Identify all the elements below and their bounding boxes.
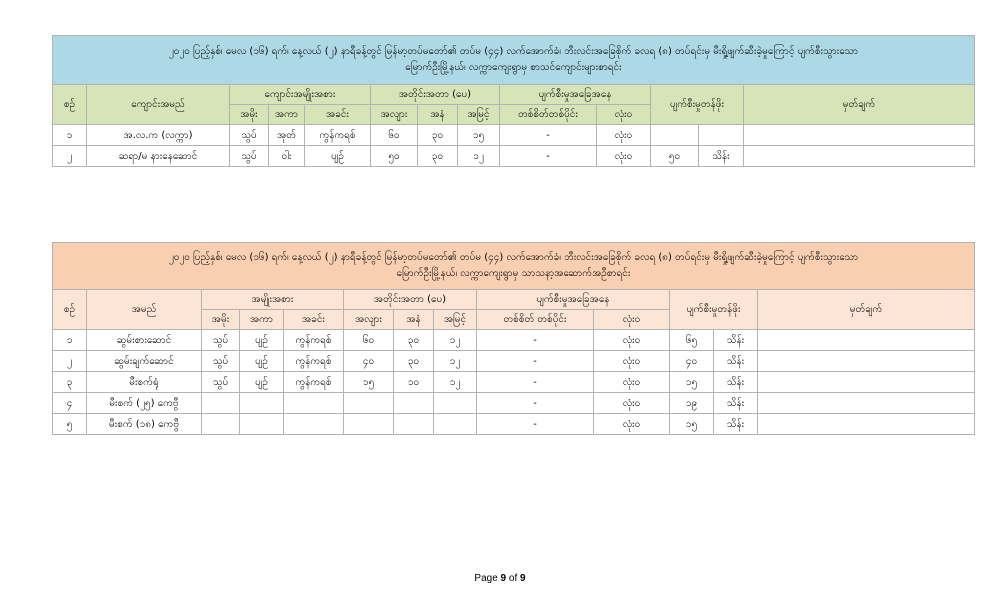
header-value: ပျက်စီးမှုတန်ဖိုး bbox=[651, 85, 744, 125]
header-roof: အမိုး bbox=[202, 310, 240, 330]
cell-name: မီးစက်ရုံ bbox=[87, 372, 202, 393]
cell-remarks bbox=[744, 146, 975, 167]
cell-length: ၁၅ bbox=[344, 372, 394, 393]
cell-width: ၃၀ bbox=[418, 125, 458, 146]
header-total: လုံးဝ bbox=[597, 105, 651, 125]
cell-roof bbox=[202, 414, 240, 435]
cell-remarks bbox=[758, 330, 975, 351]
cell-partial: - bbox=[500, 146, 597, 167]
cell-value-unit: သိန်း bbox=[714, 330, 758, 351]
cell-width: ၁၀ bbox=[394, 372, 434, 393]
cell-height: ၁၂ bbox=[434, 372, 477, 393]
header-length: အလျား bbox=[344, 310, 394, 330]
header-total: လုံးဝ bbox=[594, 310, 670, 330]
header-width: အနံ bbox=[418, 105, 458, 125]
cell-total: လုံးဝ bbox=[594, 414, 670, 435]
cell-wall: ပျဉ် bbox=[240, 330, 284, 351]
header-roof: အမိုး bbox=[230, 105, 269, 125]
cell-value-unit bbox=[699, 125, 744, 146]
cell-value-unit: သိန်း bbox=[699, 146, 744, 167]
header-wall: အကာ bbox=[269, 105, 305, 125]
cell-total: လုံးဝ bbox=[597, 125, 651, 146]
cell-name: မီးစက် (၂၅) ကေဗွီ bbox=[87, 393, 202, 414]
cell-total: လုံးဝ bbox=[594, 351, 670, 372]
cell-height: ၁၂ bbox=[434, 351, 477, 372]
cell-floor bbox=[284, 414, 344, 435]
cell-value: ၁၅ bbox=[670, 372, 714, 393]
cell-length: ၆၀ bbox=[371, 125, 418, 146]
table-row bbox=[53, 393, 975, 414]
table-title-line1: ၂၀၂၀ ပြည့်နှစ်၊ မေလ (၁၆) ရက်၊ နေ့လယ် (၂) နာရီခန့်တွင် မြန်မာ့တပ်မတော်၏ တပ်မ (၄၄) လက်အောက်ခံ၊ ဘီးလင်းအခြေစိုက် ခလရ (၈) တပ်ရင်းမှ မီးရှို့ဖျက်ဆီးခဲ့မှုကြောင့် ပျက်စီးသွားသော bbox=[168, 252, 859, 263]
table-title-line1: ၂၀၂၀ ပြည့်နှစ်၊ မေလ (၁၆) ရက်၊ နေ့လယ် (၂) နာရီခန့်တွင် မြန်မာ့တပ်မတော်၏ တပ်မ (၄၄) လက်အောက်ခံ၊ ဘီးလင်းအခြေစိုက် ခလရ (၈) တပ်ရင်းမှ မီးရှို့ဖျက်ဆီးခဲ့မှုကြောင့် ပျက်စီးသွားသော bbox=[168, 46, 859, 57]
cell-name: ဆွမ်းချက်ဆောင် bbox=[87, 351, 202, 372]
cell-value-unit: သိန်း bbox=[714, 351, 758, 372]
cell-remarks bbox=[758, 414, 975, 435]
header-size-group: အတိုင်းအတာ (ပေ) bbox=[344, 290, 477, 310]
header-no: စဉ် bbox=[53, 290, 87, 330]
header-name: ကျောင်းအမည် bbox=[87, 85, 230, 125]
cell-width bbox=[394, 414, 434, 435]
cell-value: ၄၀ bbox=[670, 351, 714, 372]
cell-name: ဆွမ်းစားဆောင် bbox=[87, 330, 202, 351]
cell-wall: ပျဉ် bbox=[240, 351, 284, 372]
cell-height: ၁၅ bbox=[458, 125, 500, 146]
cell-length: ၅၀ bbox=[371, 146, 418, 167]
cell-total: လုံးဝ bbox=[597, 146, 651, 167]
cell-remarks bbox=[758, 393, 975, 414]
cell-value: ၅၀ bbox=[651, 146, 699, 167]
cell-partial: - bbox=[477, 372, 594, 393]
cell-floor bbox=[284, 393, 344, 414]
cell-width bbox=[394, 393, 434, 414]
cell-remarks bbox=[744, 125, 975, 146]
cell-wall: ပျဉ် bbox=[240, 372, 284, 393]
cell-value-unit: သိန်း bbox=[714, 393, 758, 414]
table-row bbox=[53, 372, 975, 393]
cell-value: ၁၅ bbox=[670, 414, 714, 435]
cell-wall bbox=[240, 414, 284, 435]
header-floor: အခင်း bbox=[284, 310, 344, 330]
table-row bbox=[53, 351, 975, 372]
cell-no: ၂ bbox=[53, 351, 87, 372]
cell-width: ၃၀ bbox=[394, 351, 434, 372]
header-name: အမည် bbox=[87, 290, 202, 330]
cell-value: ၆၅ bbox=[670, 330, 714, 351]
table-row bbox=[53, 146, 975, 167]
table-row bbox=[53, 330, 975, 351]
cell-floor: ပျဉ် bbox=[305, 146, 371, 167]
cell-height: ၁၂ bbox=[434, 330, 477, 351]
cell-roof: သွပ် bbox=[202, 330, 240, 351]
cell-length bbox=[344, 393, 394, 414]
cell-length: ၆၀ bbox=[344, 330, 394, 351]
cell-no: ၄ bbox=[53, 393, 87, 414]
header-partial: တစ်စိတ်တစ်ပိုင်း bbox=[500, 105, 597, 125]
header-size-group: အတိုင်းအတာ (ပေ) bbox=[371, 85, 500, 105]
page-current: 9 bbox=[500, 573, 507, 584]
cell-name: ဆရာ/မ နားနေဆောင် bbox=[87, 146, 230, 167]
table-title bbox=[53, 243, 975, 290]
cell-no: ၅ bbox=[53, 414, 87, 435]
header-type-group: အမျိုးအစား bbox=[202, 290, 344, 310]
cell-no: ၁ bbox=[53, 125, 87, 146]
cell-roof: သွပ် bbox=[202, 351, 240, 372]
cell-height: ၁၂ bbox=[458, 146, 500, 167]
cell-value-unit: သိန်း bbox=[714, 414, 758, 435]
cell-value-unit: သိန်း bbox=[714, 372, 758, 393]
cell-total: လုံးဝ bbox=[594, 372, 670, 393]
cell-width: ၃၀ bbox=[418, 146, 458, 167]
cell-total: လုံးဝ bbox=[594, 393, 670, 414]
cell-partial: - bbox=[500, 125, 597, 146]
header-partial: တစ်စိတ် တစ်ပိုင်း bbox=[477, 310, 594, 330]
page-total: 9 bbox=[520, 573, 526, 584]
table-title-line2: မြောက်ဦးမြို့နယ်၊ လက္ကာကျေးရွာမှ သာသနာ့အဆောက်အဦစာရင်း bbox=[396, 268, 631, 279]
cell-remarks bbox=[758, 372, 975, 393]
cell-wall: ဝါး bbox=[269, 146, 305, 167]
cell-name: အ.လ.က (လက္ကာ) bbox=[87, 125, 230, 146]
header-width: အနံ bbox=[394, 310, 434, 330]
school-damage-table bbox=[52, 35, 975, 167]
cell-floor: ကွန်ကရစ် bbox=[284, 330, 344, 351]
cell-partial: - bbox=[477, 330, 594, 351]
table-row bbox=[53, 125, 975, 146]
cell-roof bbox=[202, 393, 240, 414]
page-sep: of bbox=[508, 573, 518, 584]
cell-height bbox=[434, 414, 477, 435]
table-title bbox=[53, 36, 975, 85]
cell-length bbox=[344, 414, 394, 435]
header-value: ပျက်စီးမှုတန်ဖိုး bbox=[670, 290, 758, 330]
cell-value: ၁၉ bbox=[670, 393, 714, 414]
cell-roof: သွပ် bbox=[202, 372, 240, 393]
cell-no: ၃ bbox=[53, 372, 87, 393]
cell-wall bbox=[240, 393, 284, 414]
cell-floor: ကွန်ကရစ် bbox=[305, 125, 371, 146]
header-length: အလျား bbox=[371, 105, 418, 125]
cell-length: ၄၀ bbox=[344, 351, 394, 372]
cell-floor: ကွန်ကရစ် bbox=[284, 351, 344, 372]
header-damage-group: ပျက်စီးမှုအခြေအနေ bbox=[500, 85, 651, 105]
cell-partial: - bbox=[477, 351, 594, 372]
cell-partial: - bbox=[477, 393, 594, 414]
page-footer bbox=[0, 573, 1000, 584]
header-damage-group: ပျက်စီးမှုအခြေအနေ bbox=[477, 290, 670, 310]
cell-width: ၃၀ bbox=[394, 330, 434, 351]
cell-no: ၁ bbox=[53, 330, 87, 351]
cell-value bbox=[651, 125, 699, 146]
cell-name: မီးစက် (၁၈) ကေဗွီ bbox=[87, 414, 202, 435]
cell-total: လုံးဝ bbox=[594, 330, 670, 351]
header-no: စဉ် bbox=[53, 85, 87, 125]
cell-height bbox=[434, 393, 477, 414]
table-title-line2: မြောက်ဦးမြို့နယ်၊ လက္ကာကျေးရွာမှ စာသင်ကျောင်းများစာရင်း bbox=[405, 62, 622, 73]
cell-no: ၂ bbox=[53, 146, 87, 167]
page-label: Page bbox=[474, 573, 498, 584]
header-type-group: ကျောင်းအမျိုးအစား bbox=[230, 85, 371, 105]
religious-building-damage-table bbox=[52, 242, 975, 435]
cell-wall: အုတ် bbox=[269, 125, 305, 146]
header-floor: အခင်း bbox=[305, 105, 371, 125]
cell-partial: - bbox=[477, 414, 594, 435]
header-remarks: မှတ်ချက် bbox=[758, 290, 975, 330]
cell-floor: ကွန်ကရစ် bbox=[284, 372, 344, 393]
cell-remarks bbox=[758, 351, 975, 372]
cell-roof: သွပ် bbox=[230, 146, 269, 167]
cell-roof: သွပ် bbox=[230, 125, 269, 146]
header-remarks: မှတ်ချက် bbox=[744, 85, 975, 125]
table-row bbox=[53, 414, 975, 435]
header-wall: အကာ bbox=[240, 310, 284, 330]
header-height: အမြင့် bbox=[458, 105, 500, 125]
header-height: အမြင့် bbox=[434, 310, 477, 330]
